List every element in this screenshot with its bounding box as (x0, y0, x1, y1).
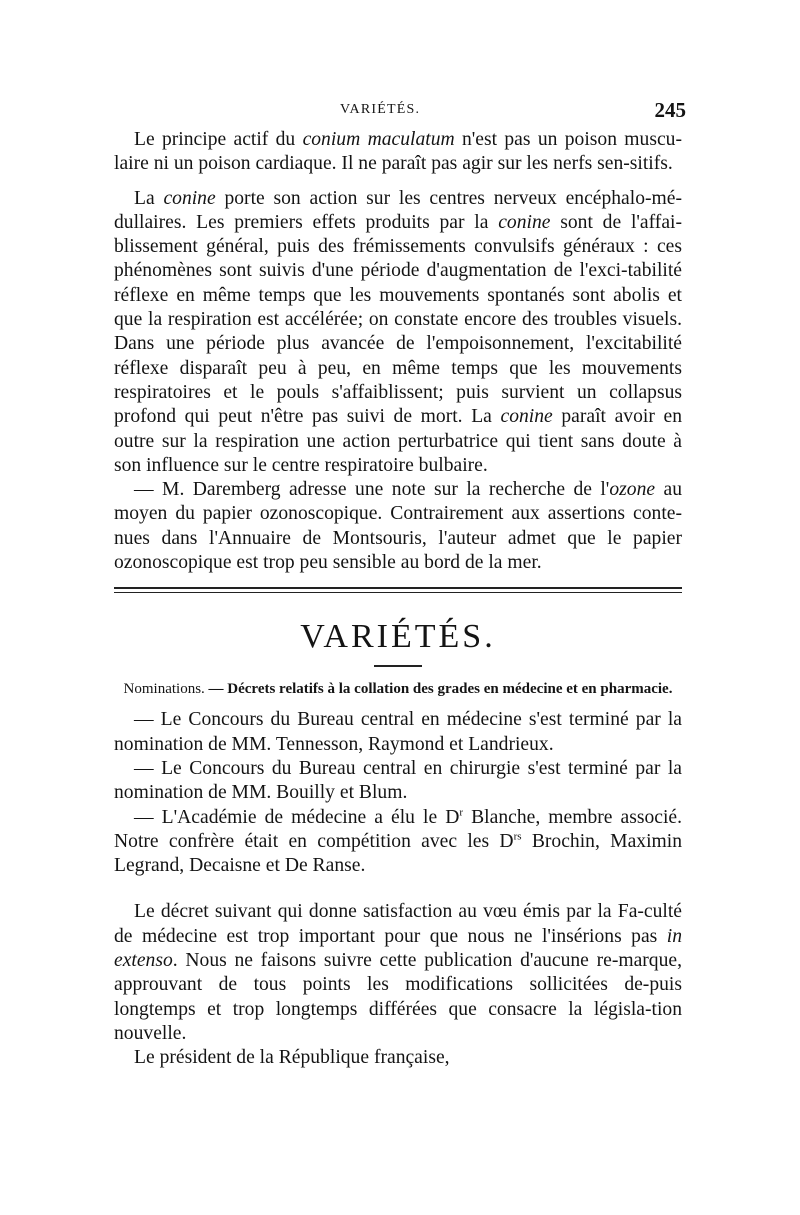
body-text (114, 128, 682, 575)
italic-term: conine (500, 406, 553, 428)
subhead-text: — Décrets relatifs à la collation des grades en médecine et en pharmacie. (204, 681, 673, 698)
paragraph-president: Le président de la République française, (134, 1047, 450, 1069)
paragraph-concours-medecine: — Le Concours du Bureau central en médecine s'est terminé par la nomination de MM. Tennesson, Raymond et Landrieux. (114, 709, 682, 755)
italic-term: ozone (609, 479, 656, 501)
section-subhead (114, 679, 682, 700)
document-page (114, 92, 686, 1071)
italic-term: in extenso (114, 925, 682, 972)
paragraph-academie: — L'Académie de médecine a élu le $D^r$ Blanche, membre associé. Notre confrère était en compétition avec les $D^{rs}$ Brochin, Maximin Legrand, Decaisne et De Ranse. (114, 806, 682, 877)
paragraph-daremberg: — M. Daremberg adresse une note sur la recherche de l'ozone au moyen du papier ozonoscopique. Contrairement aux assertions conte-nues dans l'Annuaire de Montsouris, l'auteur admet que le papier ozonoscopique est trop peu sensible au bord de la mer. (114, 479, 682, 574)
paragraph-conium: Le principe actif du conium maculatum n'est pas un poison muscu-laire ni un poison cardiaque. Il ne paraît pas agir sur les nerfs sen-sitifs. (114, 129, 682, 175)
paragraph-concours-chirurgie: — Le Concours du Bureau central en chirurgie s'est terminé par la nomination de MM. Bouilly et Blum. (114, 757, 682, 804)
running-head-title: VARIÉTÉS. (340, 102, 421, 117)
title-rule (374, 665, 422, 667)
section-divider (114, 587, 682, 593)
section-body (114, 708, 682, 1070)
page-number: 245 (654, 98, 686, 122)
subhead-label: Nominations. (123, 681, 205, 698)
paragraph-decret: Le décret suivant qui donne satisfaction au vœu émis par la Fa-culté de médecine est trop important pour que nous ne l'insérions pas in extenso. Nous ne faisons suivre cette publication d'aucune re-marque, approuvant de tous points les modifications sollicitées de-puis longtemps et trop longtemps différées que consacre la législa-tion nouvelle. (114, 901, 682, 1044)
section-title: VARIÉTÉS. (300, 618, 496, 656)
italic-term: conine (498, 211, 551, 233)
running-head (114, 92, 686, 128)
italic-term: conium maculatum (302, 129, 455, 150)
paragraph-conine: La conine porte son action sur les centres nerveux encéphalo-mé-dullaires. Les premiers effets produits par la conine sont de l'affai-blissement général, puis des frémissements convulsifs généraux : ces phénomènes sont suivis d'une période d'augmentation de l'exci-tabilité réflexe en même temps que les mouvements spontanés sont abolis et que la respiration est accélérée; on constate encore des troubles visuels. Dans une période plus avancée de l'empoisonnement, l'excitabilité réflexe disparaît peu à peu, en même temps que les mouvements respiratoires et le pouls s'affaiblissent; puis survient un collapsus profond qui peut n'être pas suivi de mort. La conine paraît avoir en outre sur la respiration une action perturbatrice qui tient sans doute à son influence sur le centre respiratoire bulbaire. (114, 187, 682, 476)
italic-term: conine (163, 187, 216, 209)
